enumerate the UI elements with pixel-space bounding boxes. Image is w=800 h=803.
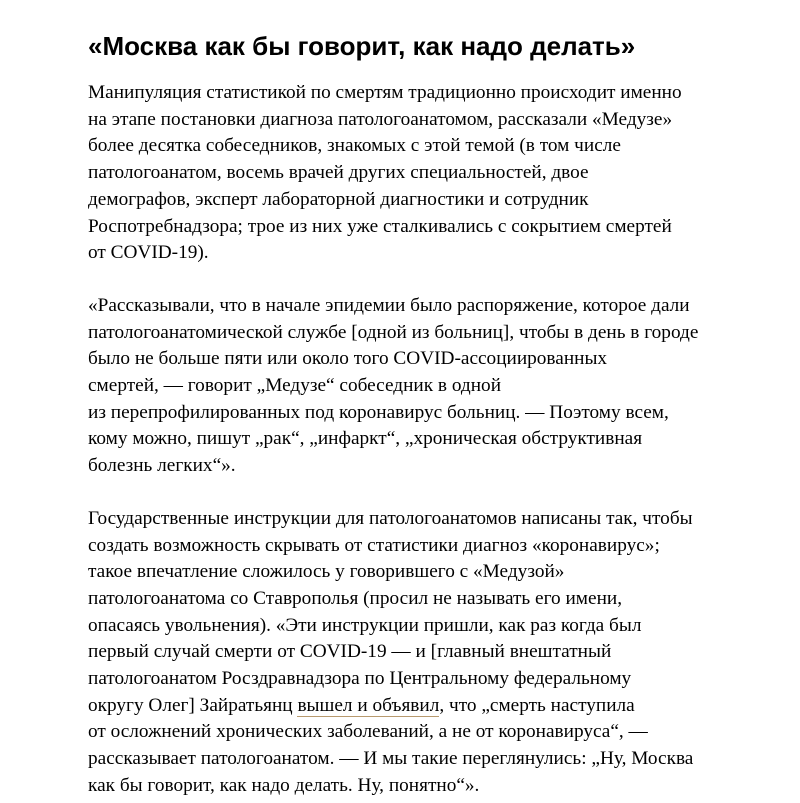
- text-line: патологоанатома со Ставрополья (просил не называть его имени,: [88, 587, 623, 609]
- text-line-with-link: [88, 693, 728, 720]
- text-line: кому можно, пишут „рак“, „инфаркт“, „хроническая обструктивная: [88, 428, 643, 450]
- section-heading: «Москва как бы говорит, как надо делать»: [88, 31, 636, 61]
- text-line: на этапе постановки диагноза патологоанатомом, рассказали «Медузе»: [88, 108, 673, 130]
- paragraph-1: [88, 80, 728, 267]
- text-line: такое впечатление сложилось у говорившего с «Медузой»: [88, 561, 565, 583]
- inline-link[interactable]: вышел и объявил: [297, 694, 440, 716]
- text-segment: , что „смерть наступила: [439, 694, 635, 716]
- article-body: [88, 26, 728, 800]
- text-line: Государственные инструкции для патологоанатомов написаны так, чтобы: [88, 507, 693, 529]
- text-line: от осложнений хронических заболеваний, а не от коронавируса“, —: [88, 721, 648, 743]
- text-line: из перепрофилированных под коронавирус больниц. — Поэтому всем,: [88, 401, 669, 423]
- text-line: демографов, эксперт лабораторной диагностики и сотрудник: [88, 188, 589, 210]
- text-line: Роспотребнадзора; трое из них уже сталкивались с сокрытием смертей: [88, 215, 672, 237]
- text-line: смертей, — говорит „Медузе“ собеседник в одной: [88, 375, 502, 397]
- text-segment: округу Олег] Зайратьянц: [88, 694, 298, 716]
- text-line: было не больше пяти или около того COVID-ассоциированных: [88, 348, 608, 370]
- text-line: патологоанатомической службе [одной из больниц], чтобы в день в городе: [88, 321, 699, 343]
- text-line: первый случай смерти от COVID-19 — и [главный внештатный: [88, 641, 612, 663]
- text-line: как бы говорит, как надо делать. Ну, понятно“».: [88, 774, 480, 796]
- text-line: патологоанатом Росздравнадзора по Центральному федеральному: [88, 668, 632, 690]
- text-line: от COVID-19).: [88, 242, 209, 264]
- text-line: опасаясь увольнения). «Эти инструкции пришли, как раз когда был: [88, 614, 642, 636]
- paragraph-3: [88, 506, 728, 800]
- text-line: болезнь легких“».: [88, 455, 236, 477]
- text-line: «Рассказывали, что в начале эпидемии было распоряжение, которое дали: [88, 294, 690, 316]
- text-line: создать возможность скрывать от статистики диагноз «коронавирус»;: [88, 534, 660, 556]
- text-line: Манипуляция статистикой по смертям традиционно происходит именно: [88, 82, 682, 103]
- text-line: более десятка собеседников, знакомых с этой темой (в том числе: [88, 135, 621, 157]
- paragraph-2-quote: [88, 293, 728, 480]
- text-line: рассказывает патологоанатом. — И мы такие переглянулись: „Ну, Москва: [88, 748, 694, 770]
- text-line: патологоанатом, восемь врачей других специальностей, двое: [88, 162, 589, 184]
